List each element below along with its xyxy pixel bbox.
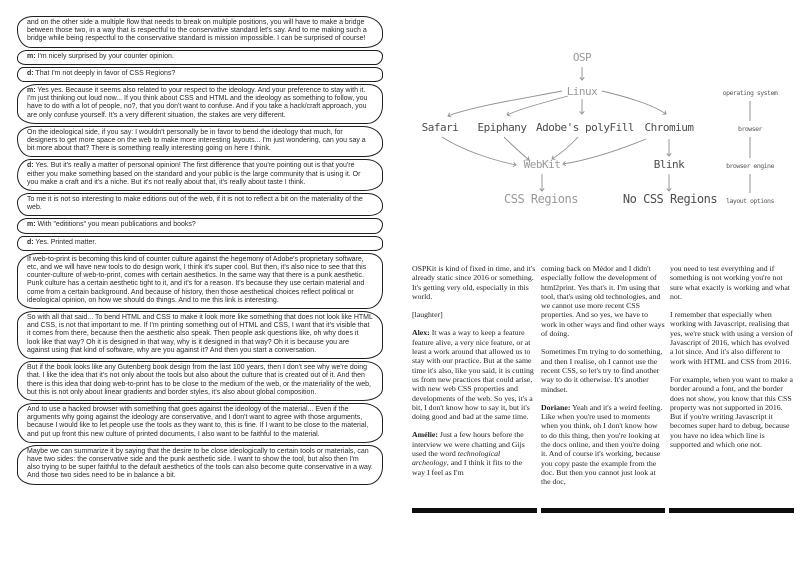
text-run: To me it is not so interesting to make editions out of the web, if it is not to reflect a bit on the materiality of the web. [27, 196, 363, 212]
column-paragraph [541, 347, 665, 393]
footer-rule [669, 508, 794, 513]
text-run: And to use a hacked browser with something that goes against the ideology of the material... Even if the arguments why going against the ideology are conservative, and I don't want to agree with those arguments, because I would like to let people use the tools as they want to, this is fine. If I want to be close to the material, and put up front this new culture of printed documents, I also want to be faithful to the material. [27, 405, 369, 438]
column-3 [670, 264, 794, 496]
column-1 [412, 264, 536, 496]
footer-rules [412, 508, 794, 513]
speaker-label: m: [27, 52, 36, 60]
text-run: It was a way to keep a feature feature alive, a very nice feature, or at least a work around that allowed us to stay with our practice. But at the same time it's also, like you said, it is cutting us from new practices that could arise, with new web CSS properties and developments of the web. So yes, it's a bit, I don't know how to say it, but it's doing good and bad at the same time. [412, 328, 534, 422]
diagram-node-css-regions: CSS Regions [504, 192, 578, 206]
side-label-browser: browser [738, 125, 762, 133]
text-run: Yes. Printed matter. [33, 238, 97, 246]
text-run: OSPKit is kind of fixed in time, and it's already static since 2016 or something. It's getting very old, especially in this world. [412, 264, 536, 301]
diagram-node-safari: Safari [421, 121, 459, 134]
diagram-node-osp: OSP [572, 51, 592, 64]
speaker-label: d: [27, 69, 34, 77]
text-run: Yeah and it's a weird feeling. Like when you're used to moments when you think, oh I don't know how to do this thing, then you're looking at the docs online, and then you're doing it. And of course it's working, because you copy paste the example from the doc. But then you cannot just look at the doc, [541, 402, 663, 487]
speaker-label: d: [27, 162, 34, 170]
text-run: [laughter] [412, 310, 443, 320]
interview-columns [412, 264, 794, 496]
column-paragraph [670, 375, 794, 449]
text-run: Just a few hours before the interview we were chatting and Gijs used the word [412, 430, 525, 459]
speaker-label: m: [27, 87, 36, 95]
side-label-operating-system: operating system [722, 89, 778, 97]
text-run: , and I think it fits to the way I feel as I'm [412, 458, 523, 477]
column-2 [541, 264, 665, 496]
text-run: So with all that said... To bend HTML and CSS to make it look more like something that does not look like HTML and CSS, is not that important to me. If I'm printing something out of HTML and CSS, I want that it's visible that it comes from there, because then the aesthetic also speak. Then people ask questions like, oh why does it look like that way? Oh it is designed in that way, why is it designed in that way? Oh it is because you are against using that kind of software, why are you against it? And then you start a conversation. [27, 314, 373, 354]
column-paragraph [670, 310, 794, 366]
side-label-browser-engine: browser engine [726, 162, 774, 170]
speaker-label: m: [27, 221, 36, 229]
text-run: coming back on Médor and I didn't especially follow the development of html2print. Yes that's it. I'm using that tool, that's using old technologies, and we cannot use more recent CSS properties. And so yes, we have to work in other ways and find other ways of doing. [541, 264, 665, 339]
diagram-node-epiphany: Epiphany [477, 121, 527, 134]
diagram-node-linux: Linux [566, 85, 598, 98]
text-run: If web-to-print is becoming this kind of counter culture against the hegemony of Adobe's proprietary software, etc, and we will have new tools to do design work, I think it's super cool. But then, it's also nice to see that this counter-culture of web-to-print, comes with certain aesthetics. In the same way that there is a punk aesthetic. Punk culture has a certain aesthetic tight to it, and it's for a reason. It's because they use certain material and come from a certain background. And because of history, then those aesthetical choices reflect political or ideological opinion, on how we should do things. And to me this link is interesting. [27, 255, 367, 304]
column-paragraph [412, 430, 536, 476]
diagram-node-no-css-regions: No CSS Regions [622, 192, 718, 206]
text-run: I remember that especially when working with Javascript, realising that yes, we're stuck with using a version of Javascript of 2016, which has evolved a lot since. And it's also different to work with HTML and CSS from 2016. [670, 310, 793, 366]
diagram-node-adobes-polyfill: Adobe's polyFill [536, 121, 634, 134]
text-run: For example, when you want to make a border around a font, and the border does not show, you know that this CSS property was not supported in 2016. But if you're writing Javascript it becomes super hard to debug, because you have no idea which line is supported and which one not. [670, 374, 793, 450]
text-run: That I'm not deeply in favor of CSS Regions? [33, 69, 176, 77]
text-run: On the ideological side, if you say: I wouldn't personally be in favor to bend the ideology that much, for designers to get more space on the web to make more interesting layouts... I'm just wondering, can you say a bit more about that? There is something really interesting going on here I think. [27, 128, 366, 153]
speech-bubble [17, 361, 383, 401]
speaker-label: Amélie: [412, 430, 438, 440]
speech-bubble [17, 67, 383, 82]
column-paragraph [412, 310, 536, 319]
column-paragraph [412, 264, 536, 301]
speech-bubble [17, 445, 383, 485]
speech-bubble [17, 218, 383, 233]
side-label-layout-options: layout options [726, 197, 774, 205]
diagram-node-webkit: WebKit [523, 158, 561, 171]
right-page [410, 0, 794, 566]
speaker-label: d: [27, 238, 34, 246]
speech-bubble [17, 159, 383, 191]
text-run: Sometimes I'm trying to do something, and then I realise, oh I cannot use the recent CSS, so let's try to find another way to do it otherwise. It's another mindset. [541, 347, 663, 394]
text-run: But if the book looks like any Gutenberg book design from the last 100 years, then I don't see why we're doing that. I like the idea that it's not only about the tools but also about the culture that is created out of it. And then there is this idea that doing web-to-print has to be close to the medium of the web, or the materiality of the web, but this is not only about linear gradients and border styles, it's also about global composition. [27, 364, 371, 396]
text-run: Yes. But it's really a matter of personal opinion! The first difference that you're pointing out is that you're either you make something based on the standard and your public is the large community that is using it. Or you make a craft and it's a niche. But it's not really about that, it's really about taste I think. [27, 162, 361, 186]
speaker-label: Alex: [412, 328, 430, 338]
column-paragraph [670, 264, 794, 301]
text-run: you need to test everything and if something is not working you're not sure what exactly is working and what not. [670, 264, 790, 301]
diagram-node-chromium: Chromium [644, 121, 694, 134]
footer-rule [541, 508, 666, 513]
speech-bubble [17, 253, 383, 309]
speech-bubble [17, 16, 383, 48]
text-run: and on the other side a multiple flow that needs to break on multiple positions, you will have to make a bridge between those two, in a way that is respectful to the conservative standard let's say. And to me making such a bridge while being respectful to the conservative standard is mission impossible. I can be surprised of course! [27, 19, 367, 43]
speech-bubble [17, 84, 383, 124]
column-paragraph [541, 264, 665, 338]
text-run: Maybe we can summarize it by saying that the desire to be close ideologically to certain tools or materials, can have two sides: the conservative side and the punk aesthetic side. I want to show the tool, but also then I'm also trying to be super faithful to the default aesthetics of the tools can also become quite conservative in a way. And those two sides need to be in balance a bit. [27, 447, 373, 480]
footer-rule [412, 508, 537, 513]
speech-bubble [17, 403, 383, 443]
text-run: With "edititions" you mean publications and books? [35, 221, 196, 229]
left-page-transcript [17, 16, 383, 487]
column-paragraph [412, 328, 536, 421]
speech-bubble [17, 193, 383, 216]
speech-bubble [17, 311, 383, 359]
speech-bubble [17, 236, 383, 251]
diagram-node-blink: Blink [653, 158, 685, 171]
speech-bubble [17, 50, 383, 65]
speaker-label: Doriane: [541, 402, 571, 412]
text-run: I'm nicely surprised by your counter opinion. [35, 52, 174, 60]
text-run: Yes yes. Because it seems also related to your respect to the ideology. And your preference to stay with it. I'm just thinking out loud now... If you think about CSS and HTML and the ideology as something to follow, you have to do with a lot of people, no?, that you don't want to confuse. And if you take a hack/craft approach, you are only confuse yourself. It's a very different situation, the stakes are very different. [27, 87, 368, 119]
speech-bubble [17, 126, 383, 158]
text-run: technological archeology [412, 449, 501, 468]
column-paragraph [541, 403, 665, 487]
browser-stack-diagram [410, 40, 794, 240]
